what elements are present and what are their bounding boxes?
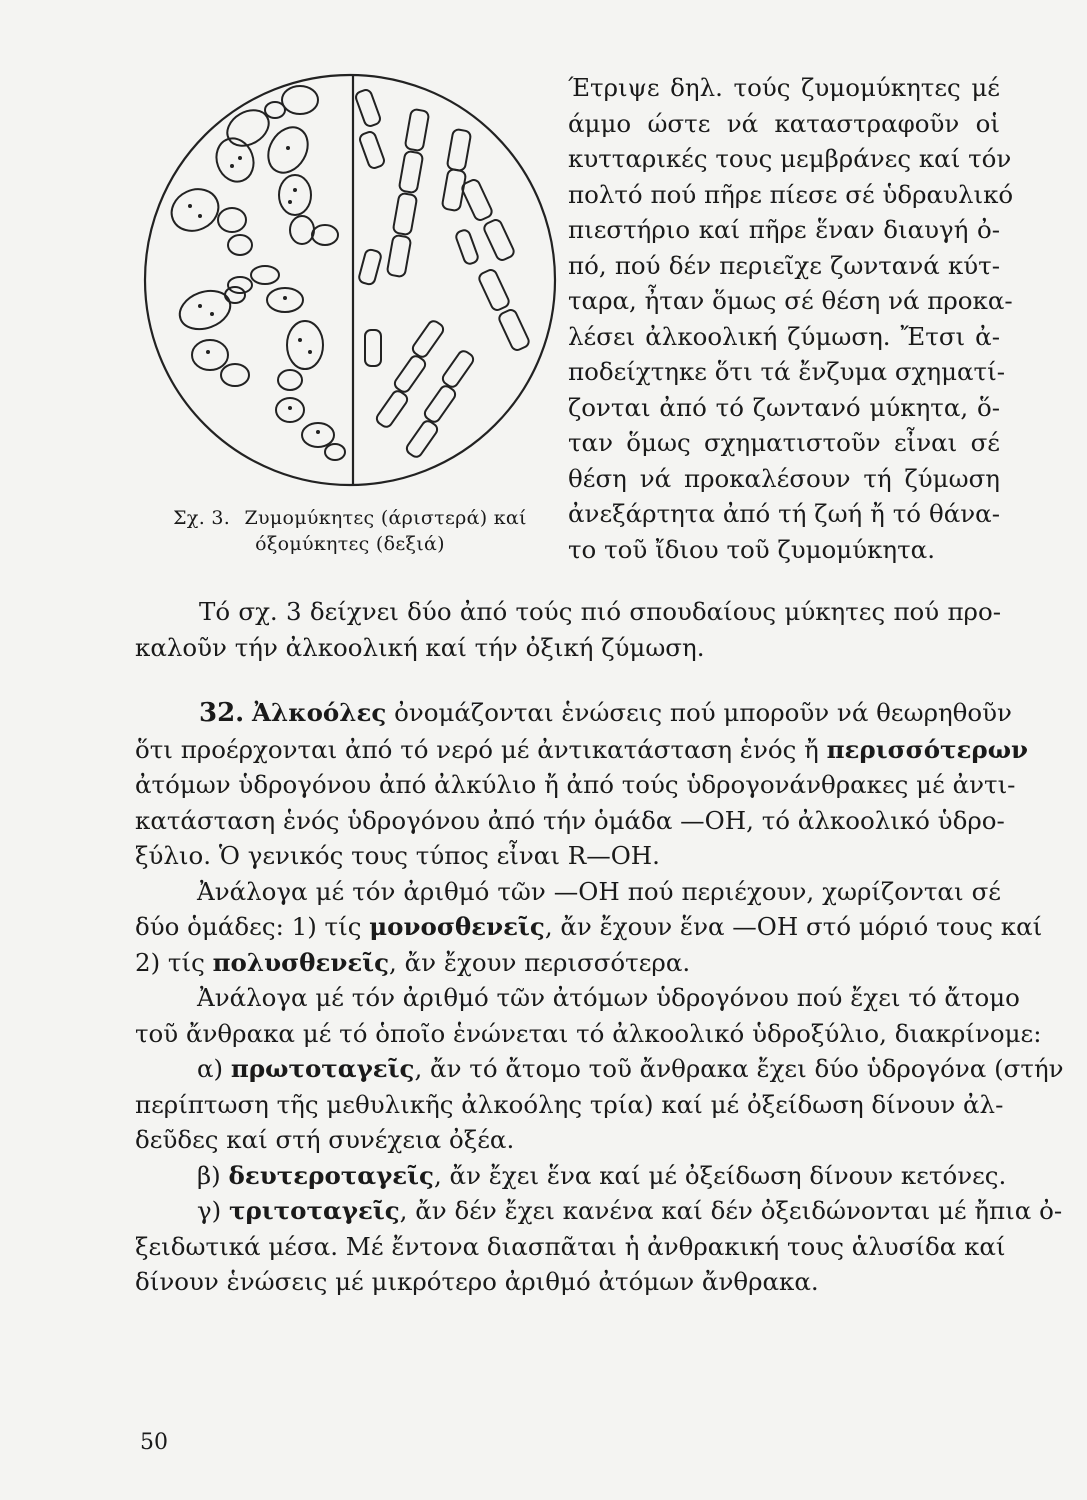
p2-line-1: Ἀνάλογα μέ τόν ἀριθμό τῶν —OH πού περιέχουν, χωρίζονται σέ bbox=[197, 876, 1001, 906]
p2-line-3 bbox=[135, 945, 1001, 981]
item-c-line-2: ξειδωτικά μέσα. Μέ ἔντονα διασπᾶται ἡ ἀνθρακική τους ἁλυσίδα καί bbox=[135, 1231, 1006, 1261]
item-a-line-2: περίπτωση τῆς μεθυλικῆς ἀλκοόλης τρία) καί μέ ὀξείδωση δίνουν ἀλ- bbox=[135, 1089, 1004, 1119]
item-c-label: γ) bbox=[197, 1196, 222, 1225]
item-c-line-3: δίνουν ἑνώσεις μέ μικρότερο ἀριθμό ἀτόμων ἄνθρακα. bbox=[135, 1267, 819, 1296]
section-intro-line-5: ξύλιο. Ὁ γενικός τους τύπος εἶναι R—OH. bbox=[135, 841, 660, 870]
p2-text: 2) τίς bbox=[135, 947, 205, 977]
side-line: πιεστήριο καί πῆρε ἕναν διαυγή ὀ- bbox=[568, 215, 1000, 244]
main-text bbox=[135, 594, 1064, 1300]
caption-label: Σχ. 3. bbox=[173, 507, 231, 529]
section-intro-line-2 bbox=[135, 732, 1029, 768]
section-intro-text: ὀνομάζονται ἑνώσεις πού μποροῦν νά θεωρηθοῦν bbox=[394, 698, 1012, 727]
p3-line-2: τοῦ ἄνθρακα μέ τό ὁποῖο ἑνώνεται τό ἀλκοολικό ὑδροξύλιο, διακρίνομε: bbox=[135, 1018, 1042, 1048]
p2-text: , ἄν ἔχουν ἕνα —OH στό μόριό τους καί bbox=[544, 912, 1043, 941]
side-line: πολτό πού πῆρε πίεσε σέ ὑδραυλικό bbox=[568, 179, 1014, 209]
item-b-label: β) bbox=[197, 1160, 221, 1190]
figure-reference-line: Τό σχ. 3 δείχνει δύο ἀπό τούς πιό σπουδαίους μύκητες πού προ- bbox=[199, 597, 1001, 626]
side-line: ζονται ἀπό τό ζωντανό μύκητα, ὅ- bbox=[568, 392, 1000, 422]
section-intro-line-3: ἀτόμων ὑδρογόνου ἀπό ἀλκύλιο ἤ ἀπό τούς ὑδρογονάνθρακες μέ ἀντι- bbox=[135, 770, 1016, 799]
side-line: ποδείχτηκε ὅτι τά ἔνζυμα σχηματί- bbox=[568, 357, 1005, 386]
side-line: το τοῦ ἴδιου τοῦ ζυμομύκητα. bbox=[568, 534, 935, 564]
side-line: Έτριψε δηλ. τούς ζυμομύκητες μέ bbox=[568, 73, 1000, 102]
side-line: λέσει ἀλκοολική ζύμωση. Ἔτσι ἀ- bbox=[568, 321, 1000, 351]
microscope-illustration bbox=[140, 70, 560, 490]
item-a-label: α) bbox=[197, 1054, 224, 1083]
item-c-text: , ἄν δέν ἔχει κανένα καί δέν ὀξειδώνονται μέ ἤπια ὀ- bbox=[399, 1196, 1063, 1225]
section-term: Ἀλκοόλες bbox=[252, 698, 387, 727]
side-line: κυτταρικές τους μεμβράνες καί τόν bbox=[568, 144, 1012, 173]
side-line: πό, πού δέν περιεῖχε ζωντανά κύτ- bbox=[568, 250, 1000, 280]
item-a-text: , ἄν τό ἄτομο τοῦ ἄνθρακα ἔχει δύο ὑδρογόνα (στήν bbox=[414, 1054, 1064, 1083]
side-line: άμμο ώστε νά καταστραφοῦν οἱ bbox=[568, 108, 1000, 138]
term-tertiary: τριτοταγεῖς bbox=[229, 1196, 400, 1225]
item-a-line-3: δεῦδες καί στή συνέχεια ὀξέα. bbox=[135, 1125, 515, 1154]
p2-text: δύο ὁμάδες: 1) τίς bbox=[135, 912, 362, 941]
yeast-cells bbox=[165, 86, 345, 460]
item-b-text: , ἄν ἔχει ἕνα καί μέ ὀξείδωση δίνουν κετόνες. bbox=[433, 1160, 1007, 1190]
microscope-figure bbox=[140, 70, 560, 490]
term-polyvalent: πολυσθενεῖς bbox=[212, 947, 390, 977]
side-line: ταν ὅμως σχηματιστοῦν εἶναι σέ bbox=[568, 428, 1000, 457]
side-line: ἀνεξάρτητα ἀπό τή ζωή ἤ τό θάνα- bbox=[568, 499, 1000, 528]
item-b-line bbox=[135, 1158, 1007, 1194]
figure-caption bbox=[140, 505, 560, 557]
item-c-line-1 bbox=[135, 1193, 1063, 1229]
section-intro-text: ὅτι προέρχονται ἀπό τό νερό μέ ἀντικατάσταση ἑνός ἤ bbox=[135, 734, 819, 764]
figure-reference-line: καλοῦν τήν ἀλκοολική καί τήν ὀξική ζύμωση. bbox=[135, 632, 705, 662]
section-number: 32. bbox=[199, 698, 245, 728]
caption-line-1 bbox=[140, 505, 560, 531]
side-paragraph bbox=[568, 70, 1014, 567]
term-primary: πρωτοταγεῖς bbox=[230, 1054, 415, 1083]
side-line: θέση νά προκαλέσουν τή ζύμωση bbox=[568, 463, 1000, 493]
side-line: ταρα, ἦταν ὅμως σέ θέση νά προκα- bbox=[568, 286, 1013, 315]
section-intro-bold: περισσότερων bbox=[826, 734, 1029, 764]
p2-text: , ἄν ἔχουν περισσότερα. bbox=[389, 947, 691, 977]
p2-line-2 bbox=[135, 909, 1043, 945]
term-monovalent: μονοσθενεῖς bbox=[369, 912, 545, 941]
section-intro-line-1 bbox=[135, 695, 1012, 732]
term-secondary: δευτεροταγεῖς bbox=[228, 1160, 434, 1190]
caption-line-2: όξομύκητες (δεξιά) bbox=[255, 533, 445, 555]
caption-text-1: Ζυμομύκητες (άριστερά) καί bbox=[244, 507, 527, 529]
item-a-line-1 bbox=[135, 1051, 1064, 1087]
microscope-field-circle bbox=[145, 75, 555, 485]
p3-line-1: Ἀνάλογα μέ τόν ἀριθμό τῶν ἀτόμων ὑδρογόνου πού ἔχει τό ἄτομο bbox=[197, 983, 1020, 1012]
section-intro-line-4: κατάσταση ἑνός ὑδρογόνου ἀπό τήν ὁμάδα —OH, τό ἀλκοολικό ὑδρο- bbox=[135, 805, 1005, 835]
page-number: 50 bbox=[140, 1430, 168, 1455]
